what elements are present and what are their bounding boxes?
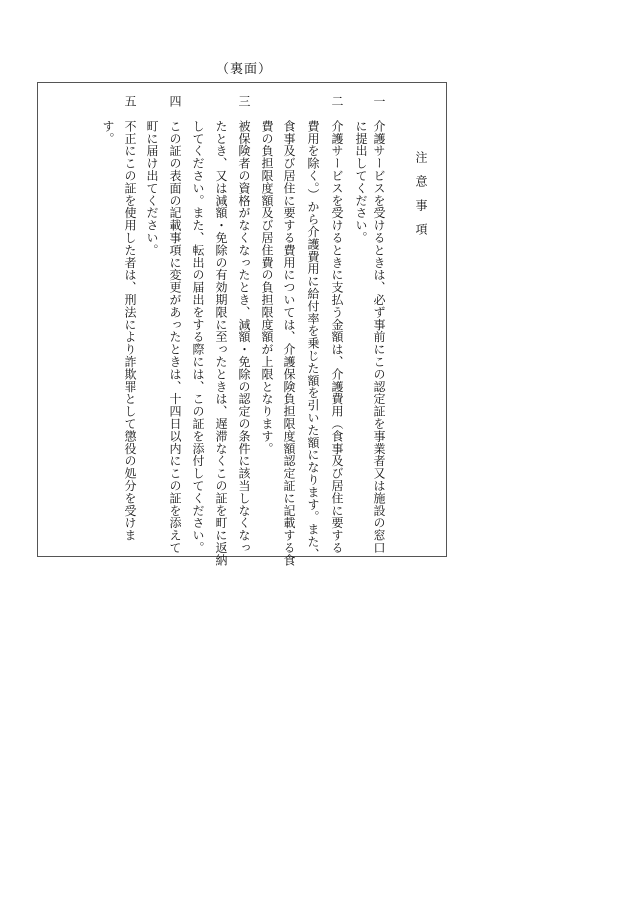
notice-line-3: 二 介護サービスを受けるときに支払う金額は、介護費用（食事及び居住に要する bbox=[330, 95, 344, 554]
notice-line-5: 食事及び居住に要する費用については、介護保険負担限度額認定証に記載する食 bbox=[282, 95, 296, 567]
notice-line-4: 費用を除く。）から介護費用に給付率を乗じた額を引いた額になります。また、 bbox=[306, 95, 320, 561]
notice-line-6: 費の負担限度額及び居住費の負担限度額が上限となります。 bbox=[260, 95, 274, 455]
notice-line-13: す。 bbox=[101, 95, 115, 145]
notice-line-9: してください。また、転出の届出をする際には、この証を添付してください。 bbox=[191, 95, 205, 554]
notice-line-2: に提出してください。 bbox=[354, 95, 368, 244]
notice-line-7: 三 被保険者の資格がなくなったとき、減額・免除の認定の条件に該当しなくなっ bbox=[237, 95, 251, 554]
notice-line-8: たとき、又は減額・免除の有効期限に至ったときは、遅滞なくこの証を町に返納 bbox=[214, 95, 228, 567]
notice-title: 注意事項 bbox=[414, 151, 428, 247]
notice-box bbox=[37, 82, 447, 567]
page-heading: （裏面） bbox=[215, 62, 272, 77]
notice-line-10: 四 この証の表面の記載事項に変更があったときは、十四日以内にこの証を添えて bbox=[168, 95, 182, 554]
notice-line-12: 五 不正にこの証を使用した者は、刑法により詐欺罪として懲役の処分を受けま bbox=[123, 95, 137, 542]
notice-line-1: 一 介護サービスを受けるときは、必ず事前にこの認定証を事業者又は施設の窓口 bbox=[372, 95, 386, 554]
notice-line-11: 町に届け出てください。 bbox=[145, 95, 159, 257]
